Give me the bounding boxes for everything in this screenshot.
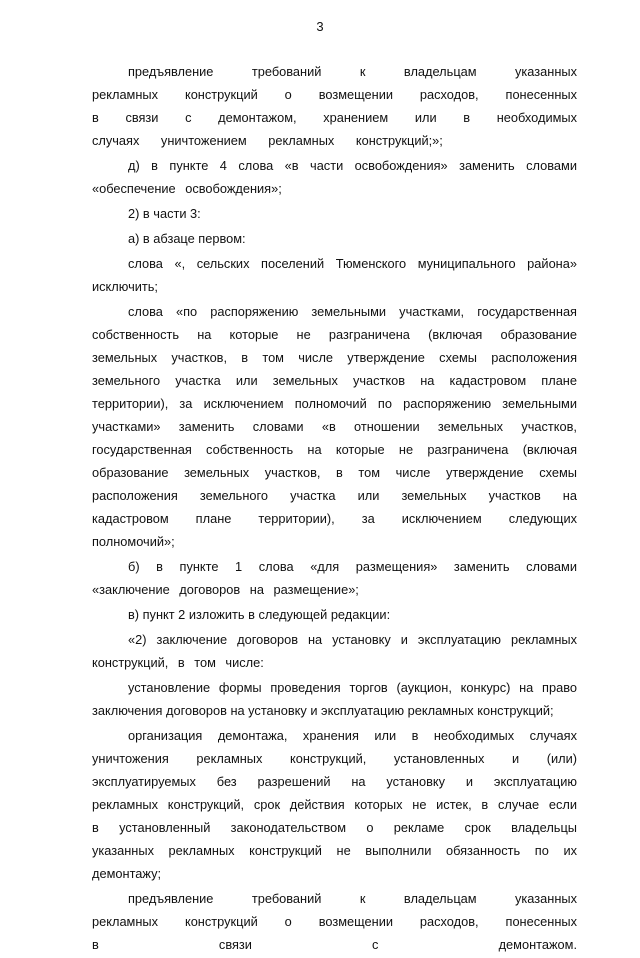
document-body: [92, 60, 577, 958]
paragraph-1: предъявление требований к владельцам указанных рекламных конструкций о возмещении расходов, понесенных в связи с демонтажом, хранением или в необходимых случаях уничтожением рекламных конструкций;»;: [92, 64, 577, 148]
paragraph-7: б) в пункте 1 слова «для размещения» заменить словами «заключение договоров на размещение»;: [92, 559, 577, 597]
paragraph-11: организация демонтажа, хранения или в необходимых случаях уничтожения рекламных конструкций, установленных и (или) эксплуатируемых без разрешений на установку и эксплуатацию рекламных конструкций, срок действия которых не истек, в случае если в установленный законодательством о рекламе срок владельцы указанных рекламных конструкций не выполнили обязанность по их демонтажу;: [92, 728, 577, 881]
paragraph-10: установление формы проведения торгов (аукцион, конкурс) на право заключения договоров на установку и эксплуатацию рекламных конструкций;: [92, 680, 577, 718]
paragraph-8: в) пункт 2 изложить в следующей редакции:: [128, 607, 391, 622]
page-number: 3: [316, 19, 324, 34]
paragraph-4: а) в абзаце первом:: [128, 231, 246, 246]
paragraph-9: «2) заключение договоров на установку и эксплуатацию рекламных конструкций, в том числе:: [92, 632, 577, 670]
paragraph-5: слова «, сельских поселений Тюменского муниципального района» исключить;: [92, 256, 577, 294]
paragraph-3: 2) в части 3:: [128, 206, 201, 221]
paragraph-12: предъявление требований к владельцам указанных рекламных конструкций о возмещении расходов, понесенных в связи с демонтажом.: [92, 891, 577, 952]
paragraph-6: слова «по распоряжению земельными участками, государственная собственность на которые не разграничена (включая образование земельных участков, в том числе утверждение схемы расположения земельного участка или земельных участков на кадастровом плане территории), за исключением полномочий по распоряжению земельными участками» заменить словами «в отношении земельных участков, государственная собственность на которые не разграничена (включая образование земельных участков, в том числе утверждение схемы расположения земельного участка или земельных участков на кадастровом плане территории), за исключением следующих полномочий»;: [92, 304, 577, 549]
paragraph-2: д) в пункте 4 слова «в части освобождения» заменить словами «обеспечение освобождения»;: [92, 158, 577, 196]
